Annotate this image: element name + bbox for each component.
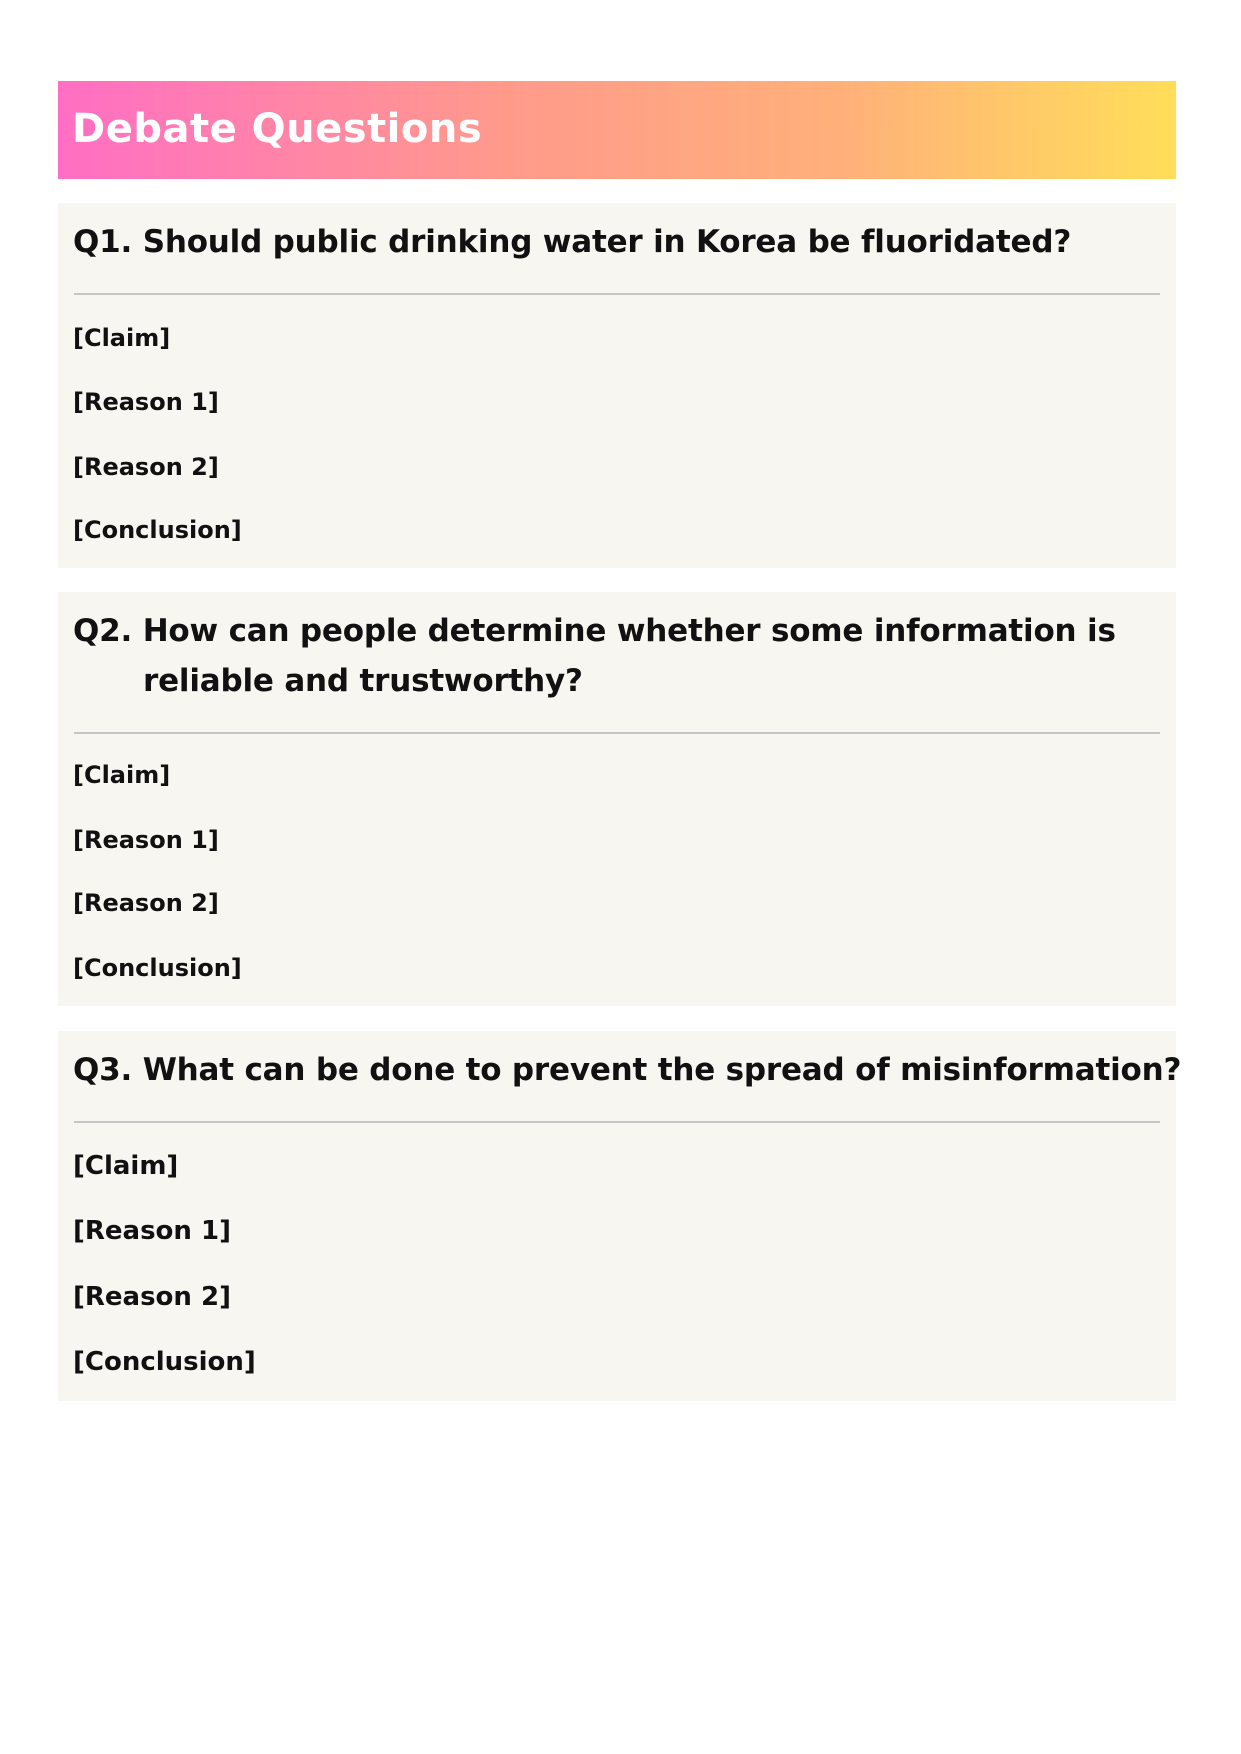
question-1-title-line-1: Q1. Should public drinking water in Korea be fluoridated?: [73, 224, 1072, 260]
question-2-claim: [Claim]: [73, 761, 171, 789]
question-2-reason-2: [Reason 2]: [73, 889, 219, 917]
question-1-title: [73, 217, 1071, 267]
page-title: Debate Questions: [72, 106, 483, 152]
question-3-title-line-1: Q3. What can be done to prevent the spread of misinformation?: [73, 1052, 1182, 1088]
question-3-reason-1: [Reason 1]: [73, 1216, 231, 1246]
page-header: [58, 81, 1176, 179]
question-1-claim: [Claim]: [73, 324, 171, 352]
question-2-reason-1: [Reason 1]: [73, 826, 219, 854]
question-3-title: [73, 1045, 1181, 1095]
question-card-1: [58, 203, 1176, 568]
question-1-reason-2: [Reason 2]: [73, 453, 219, 481]
question-card-3: [58, 1031, 1182, 1401]
question-3-reason-2: [Reason 2]: [73, 1282, 231, 1312]
question-2-title-line-1: Q2. How can people determine whether some information is: [73, 613, 1116, 649]
question-card-2: [58, 592, 1176, 1006]
question-1-divider: [74, 293, 1160, 295]
question-3-conclusion: [Conclusion]: [73, 1347, 256, 1377]
question-2-conclusion: [Conclusion]: [73, 954, 242, 982]
question-1-reason-1: [Reason 1]: [73, 388, 219, 416]
question-1-conclusion: [Conclusion]: [73, 516, 242, 544]
question-2-title-line-2: reliable and trustworthy?: [143, 663, 583, 699]
question-3-divider: [74, 1121, 1160, 1123]
question-2-divider: [74, 732, 1160, 734]
question-3-claim: [Claim]: [73, 1151, 179, 1181]
question-2-title: [73, 606, 1116, 706]
